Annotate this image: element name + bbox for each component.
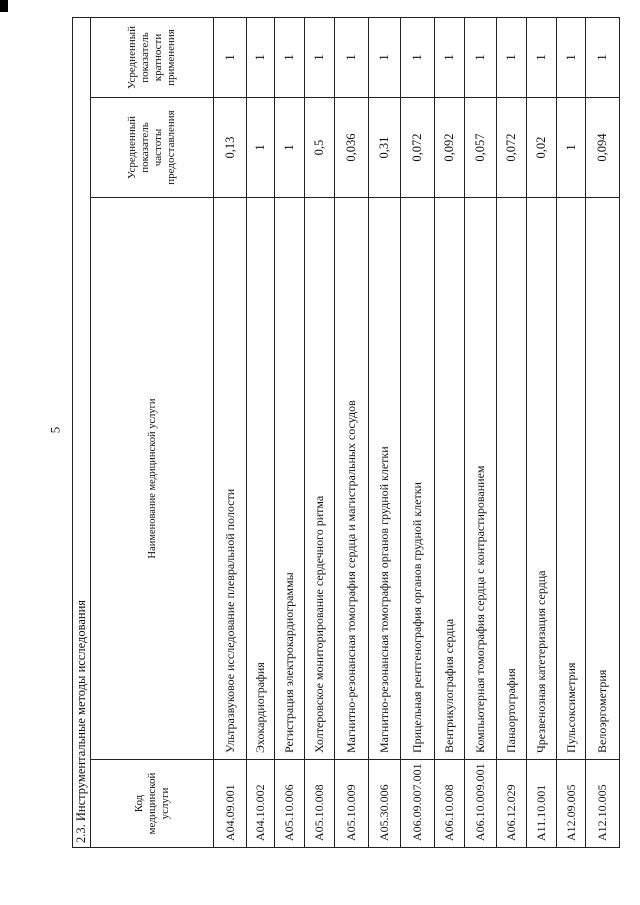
table-row bbox=[465, 17, 497, 847]
scan-mark bbox=[0, 0, 8, 12]
cell-code: A06.10.008 bbox=[435, 760, 465, 848]
cell-code: A05.30.006 bbox=[369, 760, 401, 848]
services-table bbox=[72, 17, 620, 848]
cell-frequency: 0,057 bbox=[465, 98, 497, 198]
header-name: Наименование медицинской услуги bbox=[91, 198, 214, 760]
cell-multiplicity: 1 bbox=[305, 17, 335, 97]
cell-frequency: 0,072 bbox=[497, 98, 527, 198]
section-row bbox=[73, 17, 91, 847]
cell-code: A06.10.009.001 bbox=[465, 760, 497, 848]
cell-multiplicity: 1 bbox=[247, 17, 275, 97]
cell-code: A05.10.008 bbox=[305, 760, 335, 848]
page-number: 5 bbox=[47, 426, 63, 434]
cell-name: Магнитно-резонансная томография органов грудной клетки bbox=[369, 198, 401, 760]
cell-multiplicity: 1 bbox=[214, 17, 247, 97]
table-row bbox=[527, 17, 557, 847]
rotated-table-container bbox=[72, 18, 620, 848]
cell-code: A04.10.002 bbox=[247, 760, 275, 848]
cell-name: Чрезвенозная катетеризация сердца bbox=[527, 198, 557, 760]
cell-multiplicity: 1 bbox=[369, 17, 401, 97]
cell-frequency: 0,31 bbox=[369, 98, 401, 198]
cell-name: Регистрация электрокардиограммы bbox=[275, 198, 305, 760]
cell-frequency: 0,092 bbox=[435, 98, 465, 198]
table-row bbox=[369, 17, 401, 847]
cell-name: Ультразвуковое исследование плевральной полости bbox=[214, 198, 247, 760]
cell-code: A12.10.005 bbox=[586, 760, 620, 848]
cell-name: Прицельная рентгенография органов грудной клетки bbox=[401, 198, 435, 760]
cell-name: Пульсоксиметрия bbox=[557, 198, 586, 760]
cell-multiplicity: 1 bbox=[497, 17, 527, 97]
cell-multiplicity: 1 bbox=[435, 17, 465, 97]
header-multiplicity: Усредненный показатель кратности применения bbox=[91, 17, 214, 97]
cell-code: A06.12.029 bbox=[497, 760, 527, 848]
table-row bbox=[275, 17, 305, 847]
header-code: Код медицинской услуги bbox=[91, 760, 214, 848]
cell-code: A04.09.001 bbox=[214, 760, 247, 848]
cell-name: Холтеровское мониторирование сердечного ритма bbox=[305, 198, 335, 760]
cell-frequency: 0,02 bbox=[527, 98, 557, 198]
cell-frequency: 0,13 bbox=[214, 98, 247, 198]
table-row bbox=[557, 17, 586, 847]
cell-code: A05.10.009 bbox=[335, 760, 369, 848]
cell-frequency: 1 bbox=[557, 98, 586, 198]
cell-multiplicity: 1 bbox=[401, 17, 435, 97]
cell-code: A06.09.007.001 bbox=[401, 760, 435, 848]
table-row bbox=[435, 17, 465, 847]
table-row bbox=[586, 17, 620, 847]
cell-multiplicity: 1 bbox=[586, 17, 620, 97]
table-row bbox=[247, 17, 275, 847]
cell-multiplicity: 1 bbox=[275, 17, 305, 97]
cell-frequency: 0,072 bbox=[401, 98, 435, 198]
table-row bbox=[214, 17, 247, 847]
table-row bbox=[305, 17, 335, 847]
cell-frequency: 1 bbox=[275, 98, 305, 198]
table-row bbox=[497, 17, 527, 847]
table-row bbox=[401, 17, 435, 847]
cell-name: Панаортография bbox=[497, 198, 527, 760]
cell-frequency: 0,5 bbox=[305, 98, 335, 198]
section-title: 2.3. Инструментальные методы исследования bbox=[73, 17, 91, 847]
cell-multiplicity: 1 bbox=[335, 17, 369, 97]
cell-name: Эхокардиография bbox=[247, 198, 275, 760]
cell-multiplicity: 1 bbox=[557, 17, 586, 97]
cell-name: Магнитно-резонансная томография сердца и магистральных сосудов bbox=[335, 198, 369, 760]
cell-code: A11.10.001 bbox=[527, 760, 557, 848]
cell-name: Вентрикулография сердца bbox=[435, 198, 465, 760]
header-row bbox=[91, 17, 214, 847]
table-row bbox=[335, 17, 369, 847]
cell-multiplicity: 1 bbox=[465, 17, 497, 97]
cell-name: Велоэргометрия bbox=[586, 198, 620, 760]
cell-code: A12.09.005 bbox=[557, 760, 586, 848]
cell-name: Компьютерная томография сердца с контрастированием bbox=[465, 198, 497, 760]
cell-frequency: 1 bbox=[247, 98, 275, 198]
cell-frequency: 0,036 bbox=[335, 98, 369, 198]
cell-code: A05.10.006 bbox=[275, 760, 305, 848]
header-frequency: Усредненный показатель частоты предоставления bbox=[91, 98, 214, 198]
cell-multiplicity: 1 bbox=[527, 17, 557, 97]
cell-frequency: 0,094 bbox=[586, 98, 620, 198]
